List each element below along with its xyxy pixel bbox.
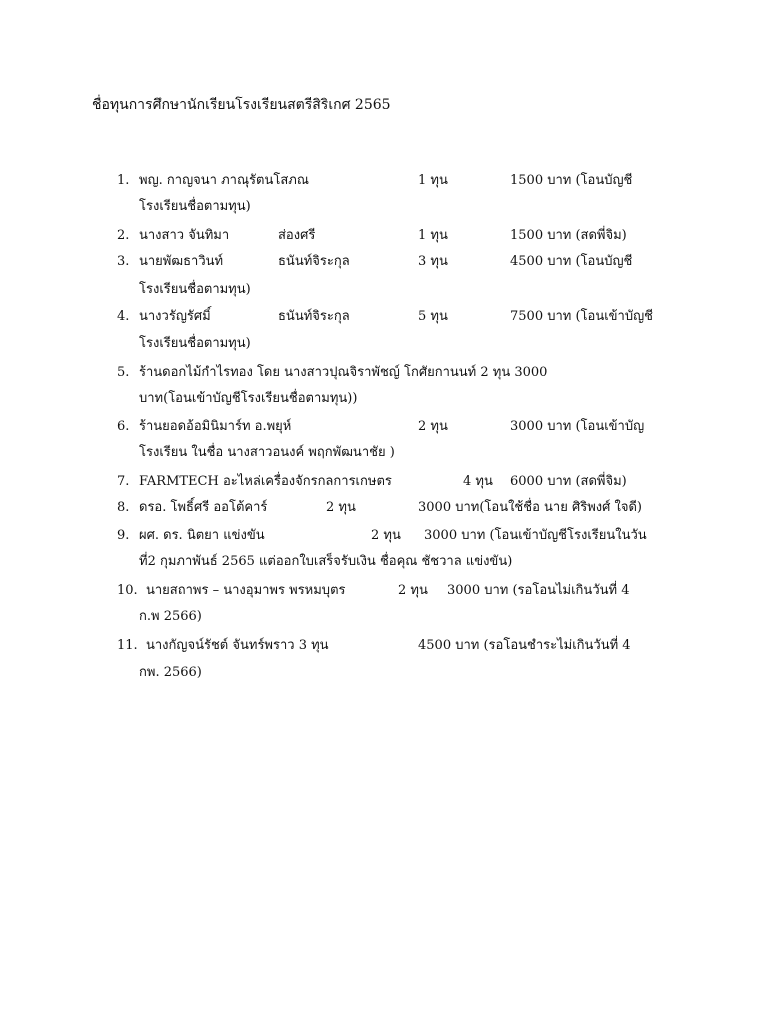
- quantity: 1 ทุน: [418, 173, 448, 188]
- quantity: 4 ทุน: [463, 474, 493, 489]
- amount: 1500 บาท (โอนบัญชี: [510, 173, 633, 188]
- continuation: ที่2 กุมภาพันธ์ 2565 แต่ออกใบเสร็จรับเงิน ชื่อคุณ ชัชวาล แข่งขัน): [139, 554, 513, 569]
- amount: 3000 บาท(โอนใช้ชื่อ นาย ศิริพงศ์ ใจดี): [418, 500, 642, 515]
- continuation: โรงเรียน ในชื่อ นางสาวอนงค์ พฤกพัฒนาชัย ): [139, 445, 395, 460]
- item-number: 5.: [117, 365, 130, 380]
- donor-surname: ธนันท์จิระกุล: [278, 309, 350, 324]
- donor-name: นายพัฒธาวินท์: [139, 254, 224, 269]
- quantity: 2 ทุน: [398, 583, 428, 598]
- continuation: ก.พ 2566): [139, 609, 202, 624]
- item-number: 6.: [117, 419, 130, 434]
- amount: 7500 บาท (โอนเข้าบัญชี: [510, 309, 653, 324]
- amount: 6000 บาท (สดพี่จิม): [510, 474, 627, 489]
- quantity: 2 ทุน: [371, 528, 401, 543]
- item-number: 2.: [117, 228, 130, 243]
- continuation: โรงเรียนชื่อตามทุน): [139, 199, 251, 214]
- amount: 3000 บาท (โอนเข้าบัญชีโรงเรียนในวัน: [424, 528, 647, 543]
- item-number: 3.: [117, 254, 130, 269]
- amount: 4500 บาท (โอนบัญชี: [510, 254, 633, 269]
- amount: 3000 บาท (โอนเข้าบัญ: [510, 419, 645, 434]
- quantity: 2 ทุน: [326, 500, 356, 515]
- continuation: กพ. 2566): [139, 665, 202, 680]
- page-title: ชื่อทุนการศึกษานักเรียนโรงเรียนสตรีสิริเกศ 2565: [92, 97, 391, 113]
- item-number: 1.: [117, 173, 130, 188]
- quantity: 1 ทุน: [418, 228, 448, 243]
- donor-name: พญ. กาญจนา ภาณุรัตนโสภณ: [139, 173, 309, 188]
- donor-name: ร้านยอดอ้อมินิมาร์ท อ.พยุห์: [139, 419, 292, 434]
- donor-surname: ส่องศรี: [278, 228, 316, 243]
- continuation: บาท(โอนเข้าบัญชีโรงเรียนชื่อตามทุน)): [139, 391, 358, 406]
- donor-name: FARMTECH อะไหล่เครื่องจักรกลการเกษตร: [139, 474, 392, 489]
- quantity: 3 ทุน: [418, 254, 448, 269]
- item-number: 9.: [117, 528, 130, 543]
- amount: 3000 บาท (รอโอนไม่เกินวันที่ 4: [447, 583, 630, 598]
- amount: 1500 บาท (สดพี่จิม): [510, 228, 627, 243]
- continuation: โรงเรียนชื่อตามทุน): [139, 282, 251, 297]
- quantity: 5 ทุน: [418, 309, 448, 324]
- donor-name: ผศ. ดร. นิตยา แข่งขัน: [139, 528, 265, 543]
- donor-name: นายสถาพร – นางอุมาพร พรหมบุตร: [146, 583, 346, 598]
- item-number: 11.: [117, 638, 138, 653]
- donor-name: ดรอ. โพธิ์ศรี ออโต้คาร์: [139, 500, 268, 515]
- donor-surname: ธนันท์จิระกุล: [278, 254, 350, 269]
- donor-name: นางวรัญรัศมิ์: [139, 309, 211, 324]
- continuation: โรงเรียนชื่อตามทุน): [139, 336, 251, 351]
- item-number: 7.: [117, 474, 130, 489]
- amount: 4500 บาท (รอโอนชำระไม่เกินวันที่ 4: [418, 638, 631, 653]
- item-number: 4.: [117, 309, 130, 324]
- donor-name: นางกัญจน์รัชต์ จันทร์พราว 3 ทุน: [146, 638, 329, 653]
- quantity: 2 ทุน: [418, 419, 448, 434]
- donor-name: ร้านดอกไม้กำไรทอง โดย นางสาวปุณจิราพัชญ์ โกศัยกานนท์ 2 ทุน 3000: [139, 365, 548, 380]
- donor-name: นางสาว จันทิมา: [139, 228, 230, 243]
- item-number: 10.: [117, 583, 138, 598]
- item-number: 8.: [117, 500, 130, 515]
